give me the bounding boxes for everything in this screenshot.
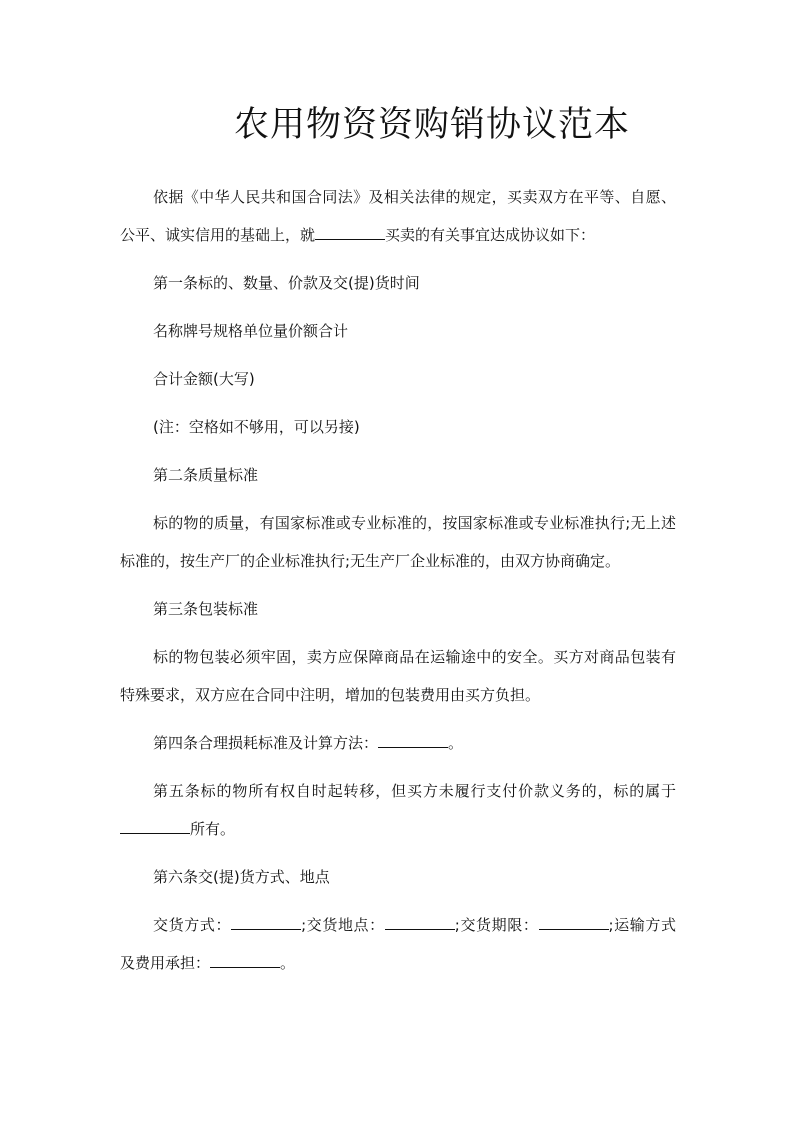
blank-line xyxy=(210,953,280,968)
document-body xyxy=(120,178,676,992)
article-2-heading: 第二条质量标准 xyxy=(153,466,259,484)
transport-cost-label: ;运输方式及费用承担： xyxy=(120,916,676,972)
document-title: 农用物资资购销协议范本 xyxy=(233,105,630,145)
paragraph-preamble xyxy=(120,178,676,254)
delivery-term-label: ;交货期限： xyxy=(454,916,539,934)
delivery-place-label: ;交货地点： xyxy=(301,916,385,934)
blank-line xyxy=(231,915,301,930)
packaging-standard-text: 标的物包装必须牢固，卖方应保障商品在运输途中的安全。买方对商品包装有特殊要求，双方应在合同中注明，增加的包装费用由买方负担。 xyxy=(120,648,676,704)
quality-standard-text: 标的物的质量，有国家标准或专业标准的，按国家标准或专业标准执行;无上述标准的，按生产厂的企业标准执行;无生产厂企业标准的，由双方协商确定。 xyxy=(120,514,676,570)
article-3-heading: 第三条包装标准 xyxy=(153,600,259,618)
article-4-end: 。 xyxy=(448,734,464,752)
delivery-terms-text xyxy=(120,906,676,982)
item-columns-text: 名称牌号规格单位量价额合计 xyxy=(153,322,349,340)
article-6-heading: 第六条交(提)货方式、地点 xyxy=(153,868,330,886)
blank-line xyxy=(120,819,190,834)
article-4-text xyxy=(120,724,676,762)
blank-line xyxy=(315,225,385,240)
article-4-label: 第四条合理损耗标准及计算方法： xyxy=(153,734,379,752)
total-amount-text: 合计金额(大写) xyxy=(153,370,255,388)
article-5-text xyxy=(120,772,676,848)
article-1-heading: 第一条标的、数量、价款及交(提)货时间 xyxy=(153,274,420,292)
blank-line xyxy=(378,733,448,748)
article-5-end: 所有。 xyxy=(190,820,236,838)
blank-line xyxy=(385,915,455,930)
note-text: (注：空格如不够用，可以另接) xyxy=(153,418,360,436)
article-5-label: 第五条标的物所有权自时起转移，但买方未履行支付价款义务的，标的属于 xyxy=(153,782,676,800)
delivery-method-label: 交货方式： xyxy=(153,916,232,934)
delivery-terms-end: 。 xyxy=(280,954,296,972)
preamble-text-end: 买卖的有关事宜达成协议如下： xyxy=(385,226,596,244)
blank-line xyxy=(539,915,609,930)
preamble-text: 依据《中华人民共和国合同法》及相关法律的规定，买卖双方在平等、自愿、公平、诚实信用的基础上，就 xyxy=(120,188,676,244)
